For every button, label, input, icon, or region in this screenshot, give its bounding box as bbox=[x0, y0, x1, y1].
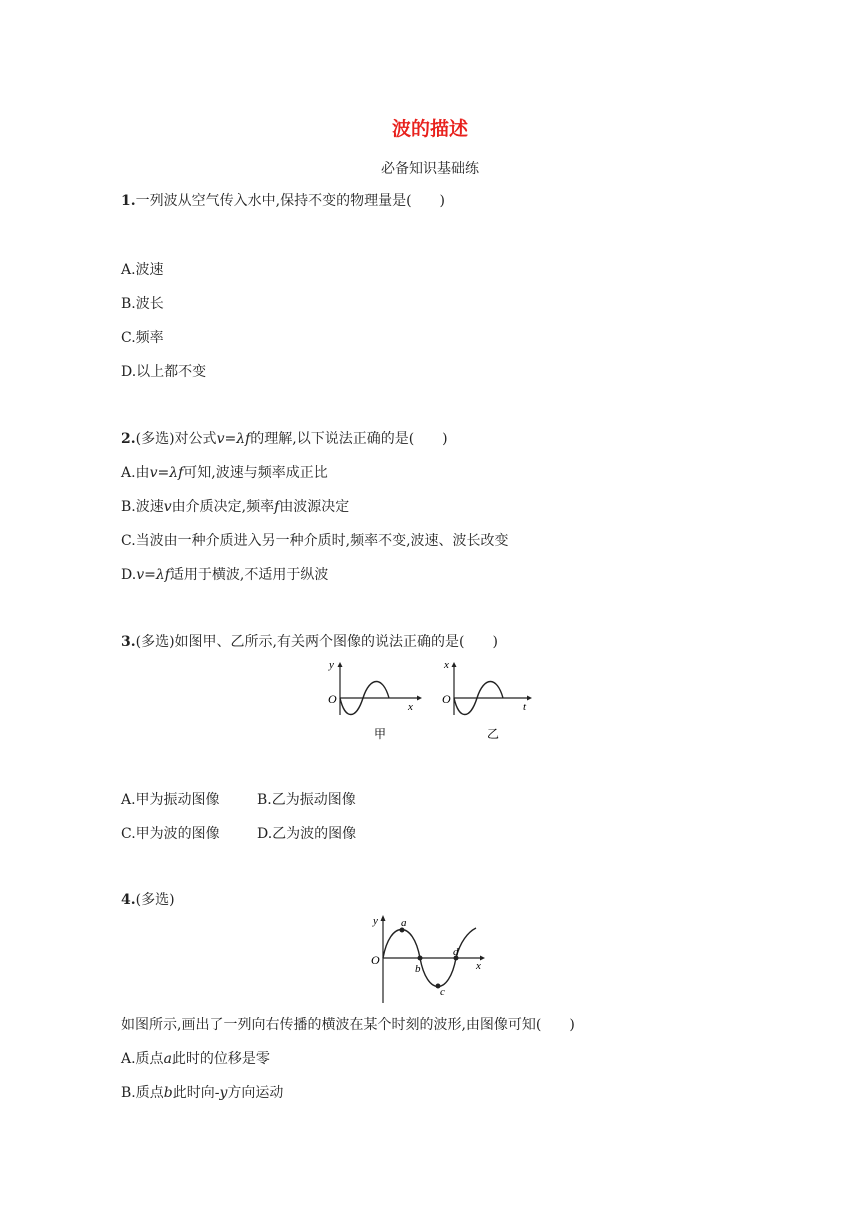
question-text: (多选)如图甲、乙所示,有关两个图像的说法正确的是( ) bbox=[135, 634, 498, 650]
point-b-label: b bbox=[415, 963, 421, 975]
q1-option-d: D.以上都不变 bbox=[121, 364, 207, 380]
option-text: 由介质决定,频率 bbox=[171, 499, 275, 515]
option-text: A.质点 bbox=[121, 1051, 164, 1067]
question-number: 2. bbox=[121, 431, 136, 447]
question-text: 的理解,以下说法正确的是( ) bbox=[250, 431, 448, 447]
x-axis-label: x bbox=[408, 701, 413, 713]
formula: f bbox=[274, 499, 280, 515]
q4-option-a bbox=[121, 1048, 270, 1068]
wave-curve bbox=[383, 928, 476, 987]
q1-option-b: B.波长 bbox=[121, 296, 164, 312]
q2-option-b bbox=[121, 496, 349, 516]
variable: b bbox=[163, 1085, 173, 1101]
figure-jia bbox=[325, 658, 425, 748]
q1-option-a: A.波速 bbox=[121, 262, 164, 278]
section-subtitle: 必备知识基础练 bbox=[381, 161, 479, 177]
q3-option-b: B.乙为振动图像 bbox=[257, 792, 356, 808]
question-text: (多选) bbox=[135, 892, 175, 908]
option-text: 此时向- bbox=[172, 1085, 220, 1101]
question-number: 3. bbox=[121, 634, 136, 650]
x-axis-label: x bbox=[476, 960, 481, 972]
question-number: 4. bbox=[121, 892, 136, 908]
formula: v=λf bbox=[136, 567, 170, 583]
q2-option-a bbox=[121, 462, 328, 482]
q3-option-d: D.乙为波的图像 bbox=[257, 826, 357, 842]
origin-label: O bbox=[442, 692, 451, 706]
formula: v bbox=[163, 499, 172, 515]
figure-caption: 甲 bbox=[374, 727, 387, 741]
formula: v=λf bbox=[149, 465, 184, 481]
y-axis-arrow bbox=[381, 915, 386, 921]
option-text: B.波速 bbox=[121, 499, 164, 515]
q4-option-b bbox=[121, 1082, 283, 1102]
option-text: 此时的位移是零 bbox=[171, 1051, 270, 1067]
option-text: 可知,波速与频率成正比 bbox=[183, 465, 328, 481]
question-number: 1. bbox=[121, 193, 136, 209]
question-4-heading bbox=[121, 889, 175, 909]
origin-label: O bbox=[328, 692, 337, 706]
option-text: A.由 bbox=[121, 465, 150, 481]
point-c-label: c bbox=[440, 986, 445, 998]
y-axis-label: y bbox=[329, 659, 334, 671]
page-title: 波的描述 bbox=[391, 118, 468, 140]
t-axis-arrow bbox=[527, 696, 532, 701]
point-d-label: d bbox=[453, 946, 459, 958]
q2-option-d bbox=[121, 564, 328, 584]
question-text: (多选)对公式 bbox=[135, 431, 217, 447]
point-b bbox=[418, 956, 423, 961]
option-text: B.质点 bbox=[121, 1085, 164, 1101]
figure-caption: 乙 bbox=[487, 727, 500, 741]
q3-option-a: A.甲为振动图像 bbox=[121, 792, 220, 808]
t-axis-label: t bbox=[523, 701, 527, 713]
x-axis-label: x bbox=[444, 659, 449, 671]
variable: a bbox=[163, 1051, 172, 1067]
x-axis-arrow bbox=[417, 696, 422, 701]
q1-option-c: C.频率 bbox=[121, 330, 164, 346]
y-axis-arrow bbox=[338, 662, 343, 667]
option-text: 方向运动 bbox=[227, 1085, 284, 1101]
option-text: D. bbox=[121, 567, 137, 583]
origin-label: O bbox=[371, 953, 380, 967]
question-text: 一列波从空气传入水中,保持不变的物理量是( ) bbox=[135, 193, 445, 209]
option-text: 适用于横波,不适用于纵波 bbox=[169, 567, 329, 583]
x-axis-arrow bbox=[452, 662, 457, 667]
figure-yi bbox=[439, 658, 539, 748]
figure-wave-q4 bbox=[368, 910, 498, 1010]
question-4-stem: 如图所示,画出了一列向右传播的横波在某个时刻的波形,由图像可知( ) bbox=[121, 1017, 575, 1033]
option-text: 由波源决定 bbox=[279, 499, 350, 515]
point-a-label: a bbox=[401, 917, 407, 929]
y-axis-label: y bbox=[373, 915, 378, 927]
question-3-stem bbox=[121, 631, 498, 651]
q3-option-c: C.甲为波的图像 bbox=[121, 826, 220, 842]
formula: v=λf bbox=[216, 431, 251, 447]
question-2-stem bbox=[121, 428, 448, 448]
q2-option-c: C.当波由一种介质进入另一种介质时,频率不变,波速、波长改变 bbox=[121, 533, 509, 549]
variable: y bbox=[219, 1085, 228, 1101]
question-1-stem bbox=[121, 190, 445, 210]
